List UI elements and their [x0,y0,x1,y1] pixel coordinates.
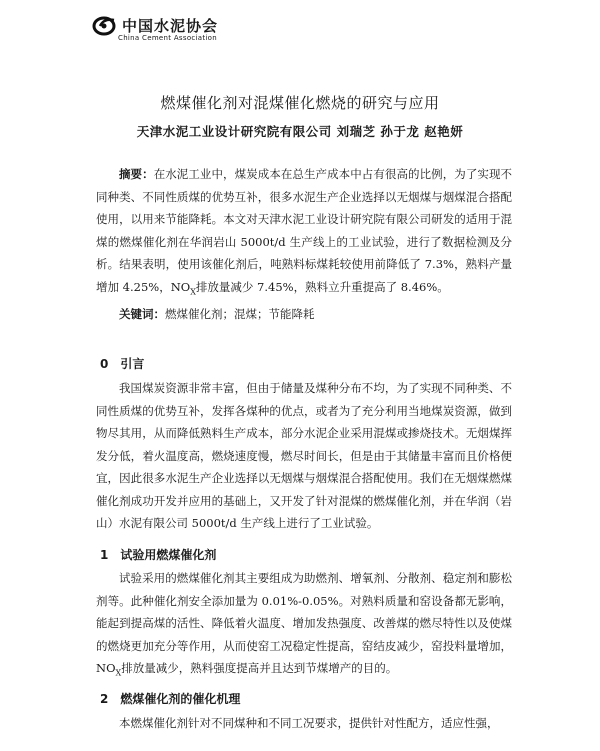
section-text: 试验采用的燃煤催化剂其主要组成为助燃剂、增氧剂、分散剂、稳定剂和膨松剂等。此种催化剂安全添加量为 0.01%-0.05%。对熟料质量和窑设备都无影响，能起到提高煤的活性、降低着火温度、增加发热强度、改善煤的燃尽特性以及使煤的燃烧更加充分等作用，从而使窑工况稳定性提高，窑结皮减少，窑投料量增加，NO [96,571,512,675]
section-number: 1 [100,548,109,562]
association-header [92,14,218,42]
section-title: 燃煤催化剂的催化机理 [120,692,241,706]
section-subscript: X [115,668,122,678]
abstract-subscript: X [190,286,196,296]
section-title: 试验用燃煤催化剂 [120,548,217,562]
abstract-paragraph [96,163,512,303]
section-paragraph [96,567,512,685]
logo-row [92,14,218,36]
abstract [96,163,512,303]
section-heading-1 [100,546,216,563]
paper-authors: 天津水泥工业设计研究院有限公司 刘瑞芝 孙于龙 赵艳妍 [136,124,464,139]
keywords-paragraph [96,303,512,326]
section-paragraph: 本燃煤催化剂针对不同煤种和不同工况要求，提供针对性配方，适应性强， [119,716,499,730]
abstract-label: 摘要： [119,167,154,181]
paper-title: 燃煤催化剂对混煤催化燃烧的研究与应用 [160,94,440,112]
section-body-2 [96,712,512,735]
abstract-text-2: 排放量减少 7.45%，熟料立升重提高了 8.46%。 [195,279,449,294]
association-logo-icon [92,14,120,36]
abstract-text: 在水泥工业中，煤炭成本在总生产成本中占有很高的比例，为了实现不同种类、不同性质煤的优势互补，很多水泥生产企业选择以无烟煤与烟煤混合搭配使用，以用来节能降耗。本文对天津水泥工业设计研究院有限公司研发的适用于混煤的燃煤催化剂在华润岩山 5000t/d 生产线上的工业试验，进行了数据检测及分析。结果表明，使用该催化剂后，吨熟料标煤耗较使用前降低了 7.3%，熟料产量增加 4.25%，NO [96,167,513,294]
keywords [96,303,512,326]
section-text-2: 排放量减少，熟料强度提高并且达到节煤增产的目的。 [121,661,398,675]
keywords-label: 关键词： [119,307,165,321]
section-body-0 [96,377,512,535]
association-name-cn: 中国水泥协会 [122,16,219,35]
section-heading-0 [100,355,144,372]
section-heading-2 [100,690,240,707]
section-number: 0 [100,357,109,371]
section-number: 2 [100,692,109,706]
section-title: 引言 [120,357,145,371]
section-body-1 [96,567,512,685]
association-name-en: China Cement Association [118,34,218,42]
keywords-text: 燃煤催化剂；混煤；节能降耗 [165,307,315,321]
section-paragraph: 我国煤炭资源非常丰富，但由于储量及煤种分布不均，为了实现不同种类、不同性质煤的优势互补，发挥各煤种的优点，或者为了充分利用当地煤炭资源，做到物尽其用，从而降低熟料生产成本，部分水泥企业采用混煤或掺烧技术。无烟煤挥发分低，着火温度高，燃烧速度慢，燃尽时间长，但是由于其储量丰富而且价格便宜，因此很多水泥生产企业选择以无烟煤与烟煤混合搭配使用。我们在无烟煤燃煤催化剂成功开发并应用的基础上，又开发了针对混煤的燃煤催化剂，并在华润（岩山）水泥有限公司 5000t/d 生产线上进行了工业试验。 [96,381,512,530]
